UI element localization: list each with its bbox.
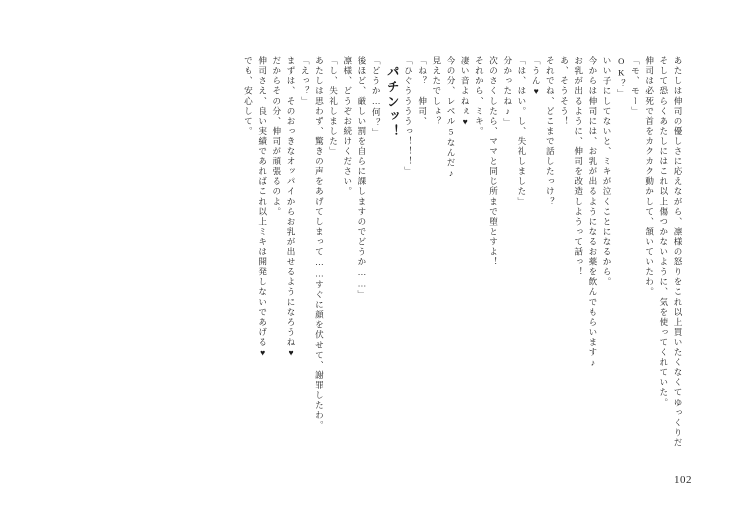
text-column: 「し、失礼しました」 — [328, 56, 339, 157]
text-column: あたしは伸司の優しさに応えながら、凛様の怒りをこれ以上買いたくなくてゆっくりだ — [673, 56, 683, 448]
text-column: 「ひぐううううっ！！！」 — [403, 56, 414, 177]
text-column: 伸司は必死で首をカクカク動かして、頷いていたわ。 — [644, 56, 655, 298]
text-column: 後ほど、厳しい罰を自らに課しますのでどうか……」 — [356, 56, 367, 300]
text-column: あ、そうそう！ — [559, 56, 570, 127]
text-column: いい子にしてないと、ミキが泣くことになるから。 — [602, 56, 613, 288]
text-column: パチンッ！ — [385, 65, 400, 140]
text-column: 次のさくしたら、ママと同じ所まで堕とすよ！ — [488, 56, 499, 268]
vertical-text-block — [238, 56, 682, 456]
text-column: お乳が出るように、伸司を改造しようって話っ！ — [573, 56, 584, 278]
text-column: 凄い音よねぇ♥ — [460, 56, 471, 128]
text-column: 凛様、どうぞお続けください。 — [342, 56, 353, 197]
text-column: 今の分、レベル5なんだ♪ — [446, 56, 456, 180]
text-column: あたしは思わず、驚きの声をあげてしまって……すぐに顔を伏せて、謝罪したわ。 — [314, 56, 325, 431]
text-column: 「どうか…何？」 — [371, 56, 382, 138]
page-number: 102 — [674, 474, 692, 486]
text-column: 「うん♥ — [531, 56, 542, 98]
text-column: 「えっ？」 — [300, 56, 311, 107]
text-column: 今からは伸司には、お乳が出るようになるお薬を飲んでもらいます♪ — [587, 56, 598, 369]
text-column: 「ね？ 伸司、 — [417, 56, 428, 127]
text-column: OK？」 — [616, 56, 627, 99]
text-column: 「は、はい。し、失礼しました」 — [516, 56, 527, 207]
text-column: 伸司さえ、良い実績であればこれ以上ミキは開発しないであげる♥ — [257, 56, 268, 359]
text-column: それでね、どこまで話したっけ？ — [545, 56, 556, 207]
text-column: それから、ミキ。 — [474, 56, 485, 137]
text-column: 見えたでしょ？ — [431, 56, 442, 127]
text-column: そして恐らくあたしにはこれ以上傷つかないように、気を使ってくれていた。 — [658, 56, 669, 408]
text-column: まずは、そのおっきなオッパイからお乳が出せるようになろうね♥ — [286, 56, 297, 359]
text-column: 分かったね♪」 — [502, 56, 513, 128]
text-column: 「モ、モー」 — [630, 56, 641, 117]
text-column: だからその分、伸司が頑張るのよ。 — [271, 56, 282, 217]
text-column: でも、安心して。 — [243, 56, 254, 137]
